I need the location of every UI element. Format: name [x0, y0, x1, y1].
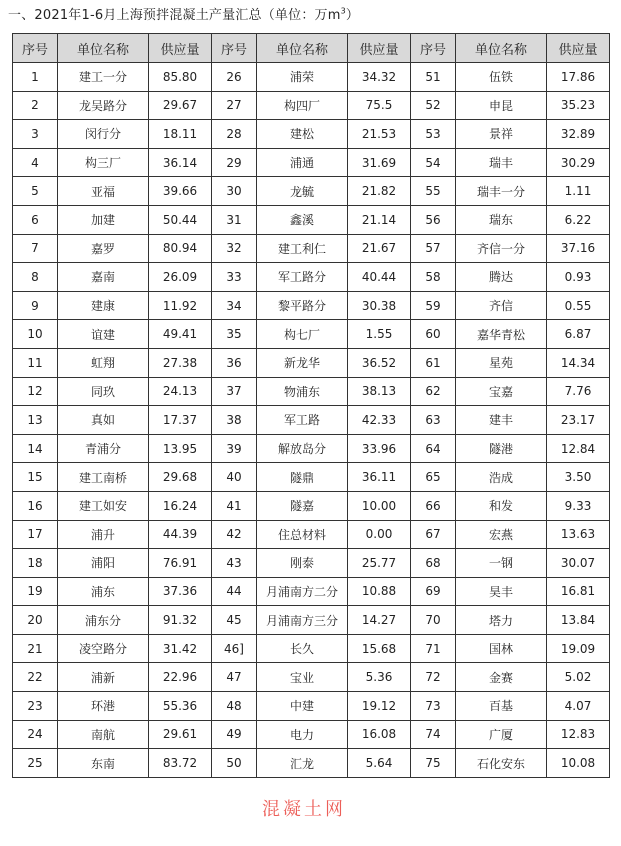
cell-unit-name: 物浦东 [257, 377, 348, 406]
cell-seq: 11 [13, 348, 58, 377]
cell-unit-name: 景祥 [456, 120, 547, 149]
table-row [13, 720, 610, 749]
cell-supply: 12.84 [547, 434, 610, 463]
cell-unit-name: 浦荣 [257, 63, 348, 92]
cell-supply: 12.83 [547, 720, 610, 749]
cell-supply: 11.92 [149, 291, 212, 320]
cell-unit-name: 汇龙 [257, 749, 348, 778]
cell-seq: 66 [411, 491, 456, 520]
cell-supply: 13.63 [547, 520, 610, 549]
cell-seq: 3 [13, 120, 58, 149]
cell-seq: 53 [411, 120, 456, 149]
cell-unit-name: 构四厂 [257, 91, 348, 120]
cell-unit-name: 浦东分 [58, 606, 149, 635]
cell-seq: 42 [212, 520, 257, 549]
cell-seq: 20 [13, 606, 58, 635]
cell-supply: 55.36 [149, 692, 212, 721]
cell-supply: 31.42 [149, 634, 212, 663]
cell-seq: 8 [13, 263, 58, 292]
cell-supply: 21.14 [348, 205, 411, 234]
cell-unit-name: 环港 [58, 692, 149, 721]
watermark-logo: 混凝土网 [262, 799, 346, 820]
cell-unit-name: 鑫溪 [257, 205, 348, 234]
cell-supply: 21.67 [348, 234, 411, 263]
cell-seq: 57 [411, 234, 456, 263]
cell-seq: 9 [13, 291, 58, 320]
cell-unit-name: 解放岛分 [257, 434, 348, 463]
cell-seq: 18 [13, 549, 58, 578]
production-table [12, 33, 610, 778]
cell-seq: 71 [411, 634, 456, 663]
cell-seq: 41 [212, 491, 257, 520]
cell-supply: 38.13 [348, 377, 411, 406]
cell-unit-name: 龙毓 [257, 177, 348, 206]
cell-seq: 33 [212, 263, 257, 292]
cell-supply: 19.09 [547, 634, 610, 663]
cell-unit-name: 百基 [456, 692, 547, 721]
cell-seq: 74 [411, 720, 456, 749]
cell-unit-name: 星苑 [456, 348, 547, 377]
cell-supply: 18.11 [149, 120, 212, 149]
cell-supply: 15.68 [348, 634, 411, 663]
cell-unit-name: 建工南桥 [58, 463, 149, 492]
cell-seq: 34 [212, 291, 257, 320]
cell-supply: 24.13 [149, 377, 212, 406]
cell-supply: 30.38 [348, 291, 411, 320]
table-row [13, 434, 610, 463]
cell-unit-name: 浦新 [58, 663, 149, 692]
cell-seq: 31 [212, 205, 257, 234]
cell-unit-name: 虹翔 [58, 348, 149, 377]
cell-seq: 1 [13, 63, 58, 92]
cell-supply: 80.94 [149, 234, 212, 263]
cell-seq: 16 [13, 491, 58, 520]
cell-supply: 26.09 [149, 263, 212, 292]
cell-unit-name: 月浦南方二分 [257, 577, 348, 606]
table-row [13, 120, 610, 149]
cell-unit-name: 长久 [257, 634, 348, 663]
cell-seq: 65 [411, 463, 456, 492]
cell-seq: 5 [13, 177, 58, 206]
cell-supply: 37.36 [149, 577, 212, 606]
cell-supply: 7.76 [547, 377, 610, 406]
cell-supply: 4.07 [547, 692, 610, 721]
header-unit-name: 单位名称 [257, 34, 348, 63]
cell-supply: 5.02 [547, 663, 610, 692]
cell-supply: 14.34 [547, 348, 610, 377]
table-row [13, 177, 610, 206]
cell-seq: 38 [212, 406, 257, 435]
cell-unit-name: 塔力 [456, 606, 547, 635]
cell-supply: 21.82 [348, 177, 411, 206]
cell-seq: 28 [212, 120, 257, 149]
table-row [13, 463, 610, 492]
table-row [13, 263, 610, 292]
cell-seq: 2 [13, 91, 58, 120]
cell-unit-name: 谊建 [58, 320, 149, 349]
header-unit-name: 单位名称 [58, 34, 149, 63]
cell-supply: 36.52 [348, 348, 411, 377]
cell-seq: 6 [13, 205, 58, 234]
cell-unit-name: 嘉罗 [58, 234, 149, 263]
cell-supply: 31.69 [348, 148, 411, 177]
cell-unit-name: 真如 [58, 406, 149, 435]
table-row [13, 205, 610, 234]
cell-seq: 58 [411, 263, 456, 292]
cell-unit-name: 月浦南方三分 [257, 606, 348, 635]
header-supply: 供应量 [547, 34, 610, 63]
cell-seq: 29 [212, 148, 257, 177]
cell-seq: 35 [212, 320, 257, 349]
cell-seq: 72 [411, 663, 456, 692]
cell-supply: 19.12 [348, 692, 411, 721]
cell-unit-name: 军工路 [257, 406, 348, 435]
cell-supply: 91.32 [149, 606, 212, 635]
cell-supply: 14.27 [348, 606, 411, 635]
cell-unit-name: 浦阳 [58, 549, 149, 578]
cell-seq: 37 [212, 377, 257, 406]
cell-seq: 60 [411, 320, 456, 349]
cell-unit-name: 齐信一分 [456, 234, 547, 263]
cell-unit-name: 建康 [58, 291, 149, 320]
cell-unit-name: 隧港 [456, 434, 547, 463]
cell-unit-name: 宝嘉 [456, 377, 547, 406]
cell-supply: 35.23 [547, 91, 610, 120]
cell-seq: 45 [212, 606, 257, 635]
cell-supply: 36.14 [149, 148, 212, 177]
page-title: 一、2021年1-6月上海预拌混凝土产量汇总（单位：万$m^3$） [8, 6, 360, 23]
cell-supply: 25.77 [348, 549, 411, 578]
header-supply: 供应量 [348, 34, 411, 63]
cell-supply: 10.08 [547, 749, 610, 778]
cell-seq: 26 [212, 63, 257, 92]
cell-seq: 22 [13, 663, 58, 692]
cell-seq: 54 [411, 148, 456, 177]
table-row [13, 749, 610, 778]
cell-unit-name: 隧嘉 [257, 491, 348, 520]
table-row [13, 63, 610, 92]
cell-seq: 30 [212, 177, 257, 206]
table-row [13, 377, 610, 406]
cell-seq: 62 [411, 377, 456, 406]
cell-seq: 69 [411, 577, 456, 606]
cell-supply: 76.91 [149, 549, 212, 578]
table-row [13, 320, 610, 349]
cell-unit-name: 石化安东 [456, 749, 547, 778]
cell-unit-name: 加建 [58, 205, 149, 234]
cell-seq: 23 [13, 692, 58, 721]
cell-supply: 42.33 [348, 406, 411, 435]
cell-unit-name: 构七厂 [257, 320, 348, 349]
cell-supply: 9.33 [547, 491, 610, 520]
cell-unit-name: 中建 [257, 692, 348, 721]
cell-seq: 13 [13, 406, 58, 435]
cell-seq: 73 [411, 692, 456, 721]
header-unit-name: 单位名称 [456, 34, 547, 63]
cell-seq: 21 [13, 634, 58, 663]
cell-unit-name: 宏燕 [456, 520, 547, 549]
cell-unit-name: 黎平路分 [257, 291, 348, 320]
cell-unit-name: 青浦分 [58, 434, 149, 463]
cell-unit-name: 宝业 [257, 663, 348, 692]
table-row [13, 148, 610, 177]
cell-unit-name: 瑞丰一分 [456, 177, 547, 206]
cell-seq: 75 [411, 749, 456, 778]
cell-unit-name: 申昆 [456, 91, 547, 120]
cell-seq: 67 [411, 520, 456, 549]
cell-supply: 0.55 [547, 291, 610, 320]
cell-seq: 49 [212, 720, 257, 749]
cell-supply: 5.36 [348, 663, 411, 692]
cell-unit-name: 瑞丰 [456, 148, 547, 177]
cell-seq: 40 [212, 463, 257, 492]
cell-seq: 24 [13, 720, 58, 749]
cell-unit-name: 建松 [257, 120, 348, 149]
cell-seq: 14 [13, 434, 58, 463]
cell-supply: 37.16 [547, 234, 610, 263]
cell-unit-name: 金赛 [456, 663, 547, 692]
cell-unit-name: 国林 [456, 634, 547, 663]
cell-supply: 30.29 [547, 148, 610, 177]
cell-supply: 50.44 [149, 205, 212, 234]
table-row [13, 663, 610, 692]
cell-unit-name: 浦通 [257, 148, 348, 177]
cell-unit-name: 建工一分 [58, 63, 149, 92]
cell-seq: 19 [13, 577, 58, 606]
cell-supply: 75.5 [348, 91, 411, 120]
cell-seq: 39 [212, 434, 257, 463]
table-row [13, 491, 610, 520]
table-row [13, 577, 610, 606]
table-header-row [13, 34, 610, 63]
table-row [13, 291, 610, 320]
table-row [13, 692, 610, 721]
cell-supply: 16.81 [547, 577, 610, 606]
cell-seq: 43 [212, 549, 257, 578]
cell-seq: 56 [411, 205, 456, 234]
cell-unit-name: 构三厂 [58, 148, 149, 177]
cell-supply: 6.22 [547, 205, 610, 234]
cell-supply: 40.44 [348, 263, 411, 292]
cell-seq: 70 [411, 606, 456, 635]
cell-supply: 21.53 [348, 120, 411, 149]
cell-seq: 50 [212, 749, 257, 778]
cell-seq: 47 [212, 663, 257, 692]
cell-unit-name: 亚福 [58, 177, 149, 206]
cell-unit-name: 浦东 [58, 577, 149, 606]
header-seq: 序号 [411, 34, 456, 63]
cell-supply: 17.37 [149, 406, 212, 435]
cell-supply: 0.00 [348, 520, 411, 549]
cell-supply: 6.87 [547, 320, 610, 349]
table-row [13, 520, 610, 549]
cell-seq: 44 [212, 577, 257, 606]
cell-unit-name: 建丰 [456, 406, 547, 435]
cell-supply: 13.95 [149, 434, 212, 463]
cell-supply: 83.72 [149, 749, 212, 778]
cell-unit-name: 一钢 [456, 549, 547, 578]
cell-seq: 12 [13, 377, 58, 406]
cell-supply: 1.55 [348, 320, 411, 349]
cell-unit-name: 隧鼎 [257, 463, 348, 492]
cell-supply: 36.11 [348, 463, 411, 492]
cell-supply: 30.07 [547, 549, 610, 578]
cell-unit-name: 住总材料 [257, 520, 348, 549]
cell-seq: 7 [13, 234, 58, 263]
cell-supply: 39.66 [149, 177, 212, 206]
cell-supply: 27.38 [149, 348, 212, 377]
cell-seq: 61 [411, 348, 456, 377]
cell-seq: 32 [212, 234, 257, 263]
cell-seq: 10 [13, 320, 58, 349]
cell-supply: 16.24 [149, 491, 212, 520]
cell-supply: 23.17 [547, 406, 610, 435]
table-row [13, 234, 610, 263]
cell-supply: 44.39 [149, 520, 212, 549]
cell-unit-name: 军工路分 [257, 263, 348, 292]
cell-supply: 13.84 [547, 606, 610, 635]
cell-unit-name: 刚泰 [257, 549, 348, 578]
cell-seq: 48 [212, 692, 257, 721]
cell-unit-name: 电力 [257, 720, 348, 749]
cell-supply: 5.64 [348, 749, 411, 778]
cell-seq: 25 [13, 749, 58, 778]
cell-unit-name: 南航 [58, 720, 149, 749]
cell-seq: 4 [13, 148, 58, 177]
cell-seq: 51 [411, 63, 456, 92]
cell-supply: 49.41 [149, 320, 212, 349]
cell-unit-name: 同玖 [58, 377, 149, 406]
cell-seq: 15 [13, 463, 58, 492]
cell-supply: 22.96 [149, 663, 212, 692]
cell-unit-name: 浦升 [58, 520, 149, 549]
cell-unit-name: 瑞东 [456, 205, 547, 234]
cell-supply: 17.86 [547, 63, 610, 92]
table-row [13, 348, 610, 377]
cell-seq: 36 [212, 348, 257, 377]
cell-supply: 16.08 [348, 720, 411, 749]
table-row [13, 549, 610, 578]
cell-unit-name: 龙吴路分 [58, 91, 149, 120]
header-supply: 供应量 [149, 34, 212, 63]
cell-unit-name: 嘉南 [58, 263, 149, 292]
cell-unit-name: 新龙华 [257, 348, 348, 377]
cell-supply: 29.67 [149, 91, 212, 120]
cell-seq: 27 [212, 91, 257, 120]
cell-unit-name: 腾达 [456, 263, 547, 292]
cell-seq: 55 [411, 177, 456, 206]
table-row [13, 91, 610, 120]
cell-supply: 10.00 [348, 491, 411, 520]
cell-seq: 46] [212, 634, 257, 663]
cell-supply: 32.89 [547, 120, 610, 149]
header-seq: 序号 [13, 34, 58, 63]
cell-unit-name: 凌空路分 [58, 634, 149, 663]
cell-seq: 17 [13, 520, 58, 549]
cell-unit-name: 广厦 [456, 720, 547, 749]
cell-supply: 10.88 [348, 577, 411, 606]
cell-unit-name: 浩成 [456, 463, 547, 492]
cell-unit-name: 昊丰 [456, 577, 547, 606]
cell-supply: 29.68 [149, 463, 212, 492]
cell-supply: 3.50 [547, 463, 610, 492]
cell-unit-name: 嘉华青松 [456, 320, 547, 349]
cell-seq: 63 [411, 406, 456, 435]
cell-unit-name: 建工如安 [58, 491, 149, 520]
cell-seq: 59 [411, 291, 456, 320]
header-seq: 序号 [212, 34, 257, 63]
cell-unit-name: 东南 [58, 749, 149, 778]
cell-seq: 64 [411, 434, 456, 463]
cell-unit-name: 和发 [456, 491, 547, 520]
cell-seq: 68 [411, 549, 456, 578]
table-row [13, 606, 610, 635]
cell-supply: 85.80 [149, 63, 212, 92]
cell-supply: 34.32 [348, 63, 411, 92]
cell-supply: 33.96 [348, 434, 411, 463]
cell-seq: 52 [411, 91, 456, 120]
cell-unit-name: 齐信 [456, 291, 547, 320]
table-row [13, 406, 610, 435]
cell-supply: 29.61 [149, 720, 212, 749]
cell-unit-name: 闵行分 [58, 120, 149, 149]
cell-unit-name: 建工利仁 [257, 234, 348, 263]
cell-supply: 0.93 [547, 263, 610, 292]
table-row [13, 634, 610, 663]
cell-unit-name: 伍铁 [456, 63, 547, 92]
cell-supply: 1.11 [547, 177, 610, 206]
